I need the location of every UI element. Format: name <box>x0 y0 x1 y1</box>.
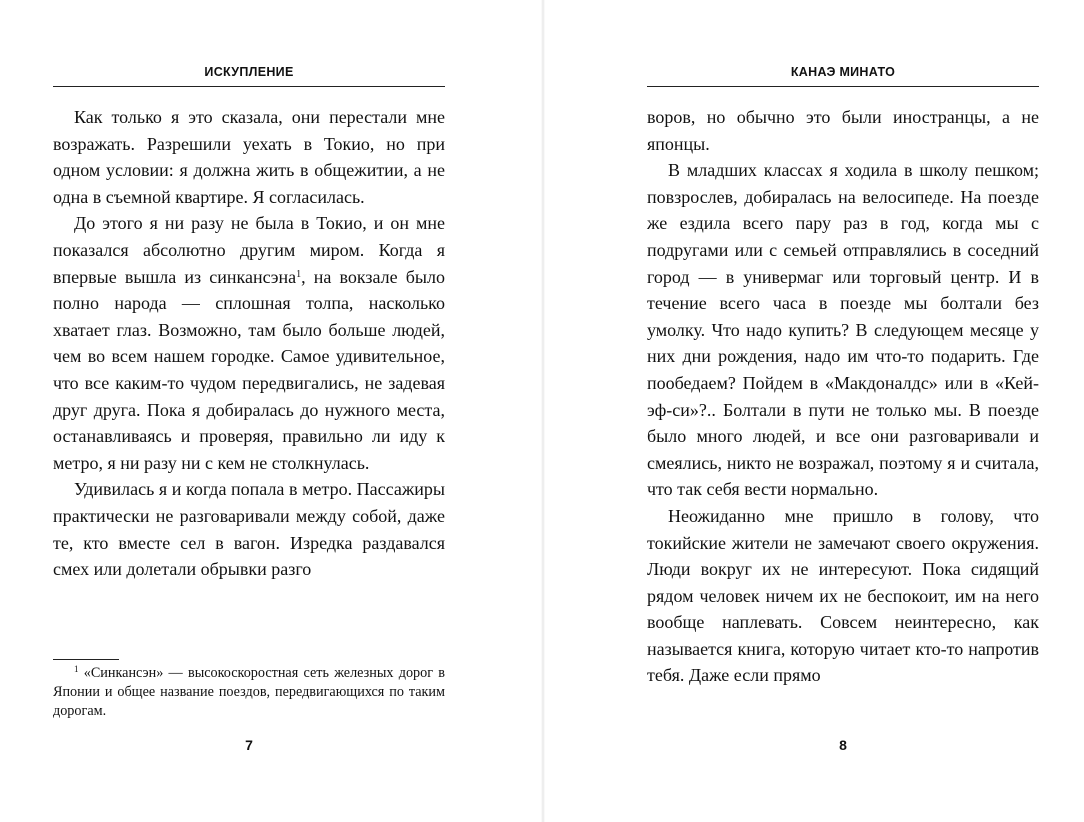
paragraph-text: До этого я ни разу не была в Токио, и он мне показался абсолютно другим миром. Когда я впервые вышла из синкансэна <box>53 213 445 287</box>
running-head-left: ИСКУПЛЕНИЕ <box>204 65 294 79</box>
footnote-text: «Синкансэн» — высокоскоростная сеть железных дорог в Японии и общее название поездов, передвигающихся по таким дорогам. <box>53 665 445 719</box>
paragraph-text: , на вокзале было полно народа — сплошная толпа, насколько хватает глаз. Возможно, там было больше людей, чем во всем нашем городке. Самое удивительное, что все каким-то чудом передвигались, не задевая друг друга. Пока я добиралась до нужного места, останавливаясь и проверяя, правильно ли иду к метро, я ни разу ни с кем не столкнулась. <box>53 266 445 473</box>
page-number-left: 7 <box>245 737 253 753</box>
paragraph: Неожиданно мне пришло в голову, что токийские жители не замечают своего окружения. Люди вокруг их не интересуют. Пока сидящий рядом человек ничем их не беспокоит, им на него вообще наплевать. Совсем неинтересно, как называется книга, которую читает кто-то напротив тебя. Даже если прямо <box>647 505 1039 686</box>
body-text-left <box>53 104 445 583</box>
paragraph: Удивилась я и когда попала в метро. Пассажиры практически не разговаривали между собой, даже те, кто вместе сел в вагон. Изредка раздавался смех или долетали обрывки разго <box>53 479 445 580</box>
header-rule-left <box>53 86 445 87</box>
footnote-rule <box>53 659 119 660</box>
paragraph-continued: воров, но обычно это были иностранцы, а не японцы. <box>647 107 1039 154</box>
left-page <box>53 0 445 822</box>
body-text-right <box>647 104 1039 689</box>
paragraph: В младших классах я ходила в школу пешком; повзрослев, добиралась на велосипеде. На поезде же ездила всего пару раз в год, когда мы с подругами или с семьей отправлялись в соседний город — в универмаг или торговый центр. И в течение всего часа в поезде мы болтали без умолку. Что надо купить? В следующем месяце у них дни рождения, надо им что-то подарить. Где пообедаем? Пойдем в «Макдоналдс» или в «Кей-эф-си»?.. Болтали в пути не только мы. В поезде было много людей, и все они разговаривали и смеялись, никто не возражал, поэтому я и считала, что так себя вести нормально. <box>647 160 1039 500</box>
right-page <box>647 0 1039 822</box>
header-rule-right <box>647 86 1039 87</box>
paragraph <box>53 210 445 476</box>
footnote-reference: 1 <box>296 268 302 280</box>
footnote-number: 1 <box>74 664 79 674</box>
book-gutter <box>541 0 545 822</box>
page-number-right: 8 <box>839 737 847 753</box>
running-head-right: КАНАЭ МИНАТО <box>790 65 896 79</box>
footnote <box>53 664 445 721</box>
paragraph: Как только я это сказала, они перестали мне возражать. Разрешили уехать в Токио, но при одном условии: я должна жить в общежитии, а не одна в съемной квартире. Я согласилась. <box>53 107 445 207</box>
